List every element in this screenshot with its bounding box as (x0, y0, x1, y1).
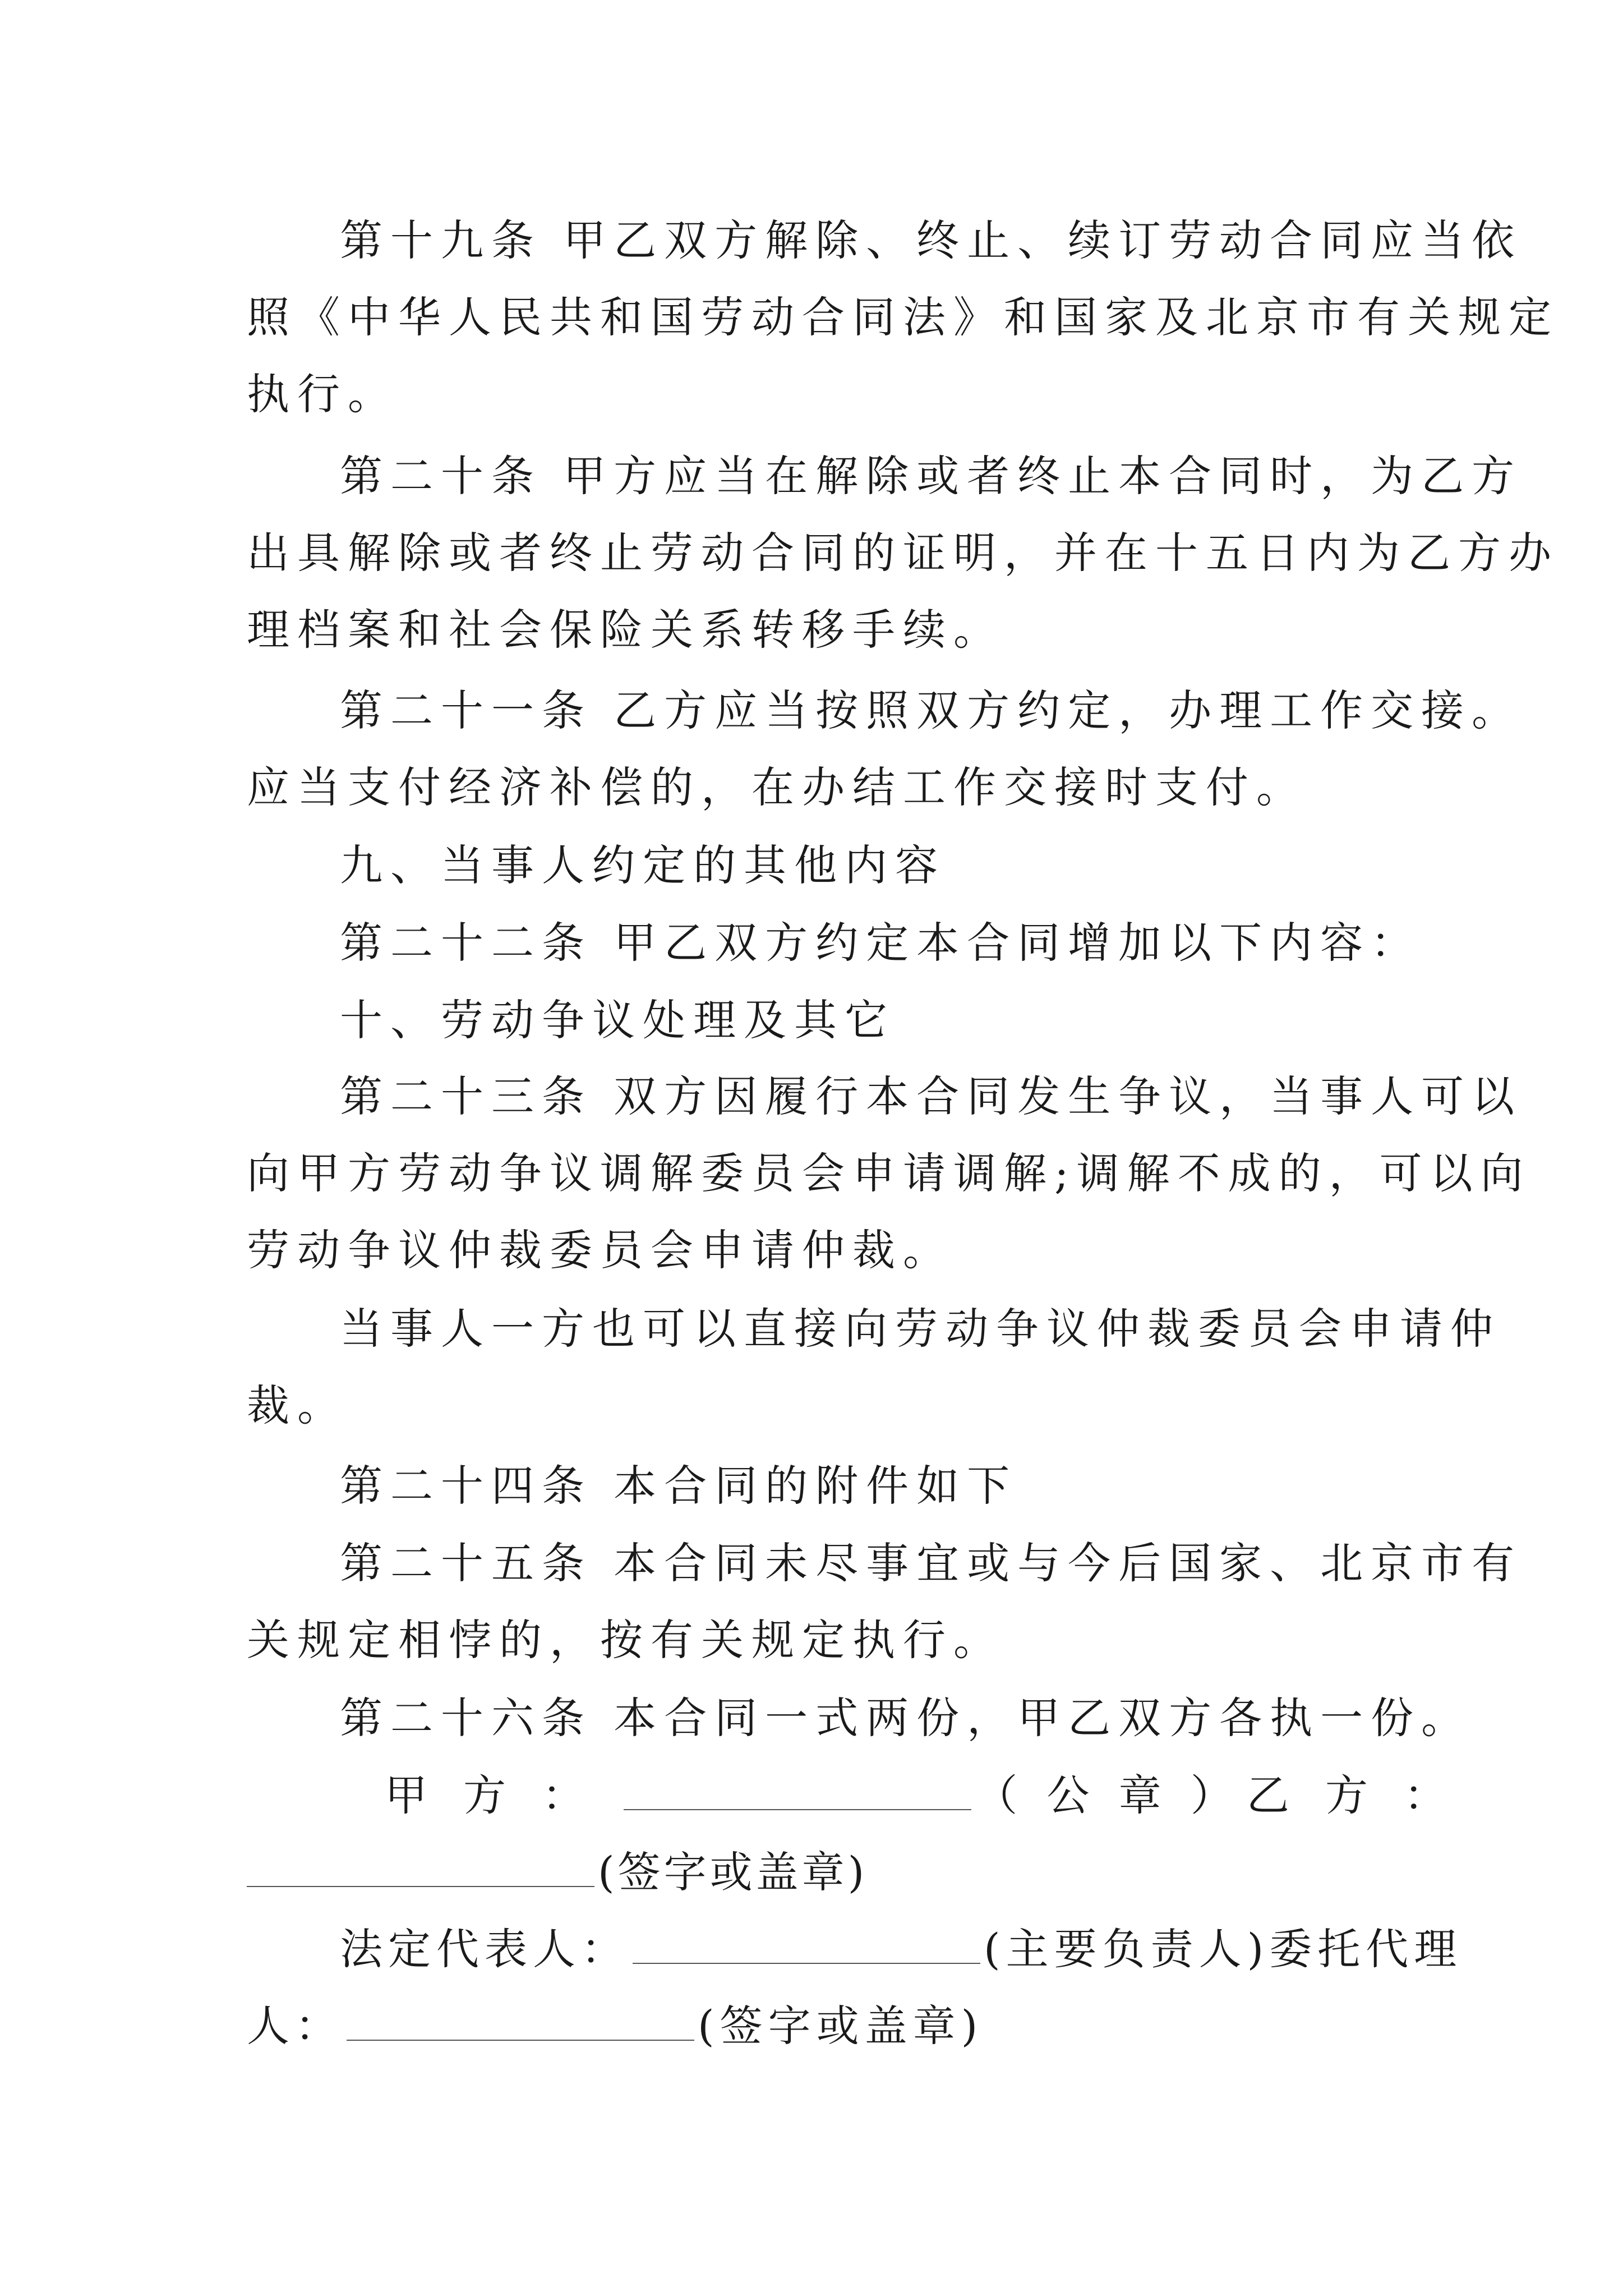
section-9-heading-line: 九、当事人约定的其他内容 (340, 840, 946, 890)
article-24 (247, 1447, 1391, 1524)
party-a-signature-blank[interactable] (624, 1775, 971, 1810)
section-10-heading (247, 982, 1391, 1059)
article-21-line-2: 应当支付经济补偿的，在办结工作交接时支付。 (247, 762, 1307, 812)
agent-label: 人： (247, 2001, 343, 2051)
article-22-line-1: 第二十二条 甲乙双方约定本合同增加以下内容： (340, 918, 1422, 968)
signature-row-agent (247, 1987, 1391, 2064)
article-22 (247, 904, 1422, 981)
article-26 (247, 1680, 1472, 1756)
party-b-signature-blank[interactable] (247, 1852, 594, 1887)
article-21-line-1: 第二十一条 乙方应当按照双方约定，办理工作交接。 (340, 685, 1523, 735)
signature-row-party-a (247, 1757, 1458, 1834)
article-19-line-1: 第十九条 甲乙双方解除、终止、续订劳动合同应当依 (340, 215, 1523, 265)
article-19-line-2: 照《中华人民共和国劳动合同法》和国家及北京市有关规定 (247, 292, 1559, 342)
article-23-line-3: 劳动争议仲裁委员会申请仲裁。 (247, 1225, 953, 1275)
legal-rep-signature-blank[interactable] (633, 1929, 980, 1964)
signature-row-legal-rep (247, 1911, 1463, 1987)
party-a-label: 甲 方 ： (385, 1770, 596, 1820)
article-23-supplement-line-2: 裁。 (247, 1381, 348, 1430)
article-21 (247, 672, 1523, 826)
article-23-supplement-line-1: 当事人一方也可以直接向劳动争议仲裁委员会申请仲 (340, 1304, 1501, 1354)
legal-rep-note: (主要负责人)委托代理 (984, 1924, 1463, 1974)
party-b-label: 乙 方 ： (1246, 1770, 1458, 1820)
party-a-seal-note: （ 公 章 ） (975, 1770, 1241, 1820)
article-23-line-1: 第二十三条 双方因履行本合同发生争议，当事人可以 (340, 1071, 1523, 1121)
article-24-line-1: 第二十四条 本合同的附件如下 (340, 1461, 1018, 1511)
article-20-line-2: 出具解除或者终止劳动合同的证明，并在十五日内为乙方办 (247, 528, 1559, 578)
signature-row-party-b (247, 1834, 1391, 1911)
article-25 (247, 1525, 1523, 1678)
article-25-line-1: 第二十五条 本合同未尽事宜或与今后国家、北京市有 (340, 1538, 1523, 1588)
party-b-sign-note: (签字或盖章) (598, 1847, 868, 1897)
agent-signature-blank[interactable] (347, 2006, 694, 2041)
agent-sign-note: (签字或盖章) (698, 2001, 984, 2051)
section-10-heading-line: 十、劳动争议处理及其它 (340, 995, 895, 1045)
section-9-heading (247, 827, 1391, 904)
article-19 (247, 202, 1559, 432)
article-26-line-1: 第二十六条 本合同一式两份，甲乙双方各执一份。 (340, 1693, 1472, 1743)
article-23 (247, 1058, 1531, 1289)
article-19-line-3: 执行。 (247, 369, 398, 419)
article-25-line-2: 关规定相悖的，按有关规定执行。 (247, 1615, 1004, 1665)
article-23-line-2: 向甲方劳动争议调解委员会申请调解;调解不成的，可以向 (247, 1148, 1531, 1198)
article-23-supplement (247, 1290, 1501, 1444)
article-20-line-3: 理档案和社会保险关系转移手续。 (247, 605, 1004, 655)
legal-rep-label: 法定代表人： (340, 1924, 629, 1974)
article-20-line-1: 第二十条 甲方应当在解除或者终止本合同时，为乙方 (340, 451, 1523, 501)
article-20 (247, 438, 1559, 668)
